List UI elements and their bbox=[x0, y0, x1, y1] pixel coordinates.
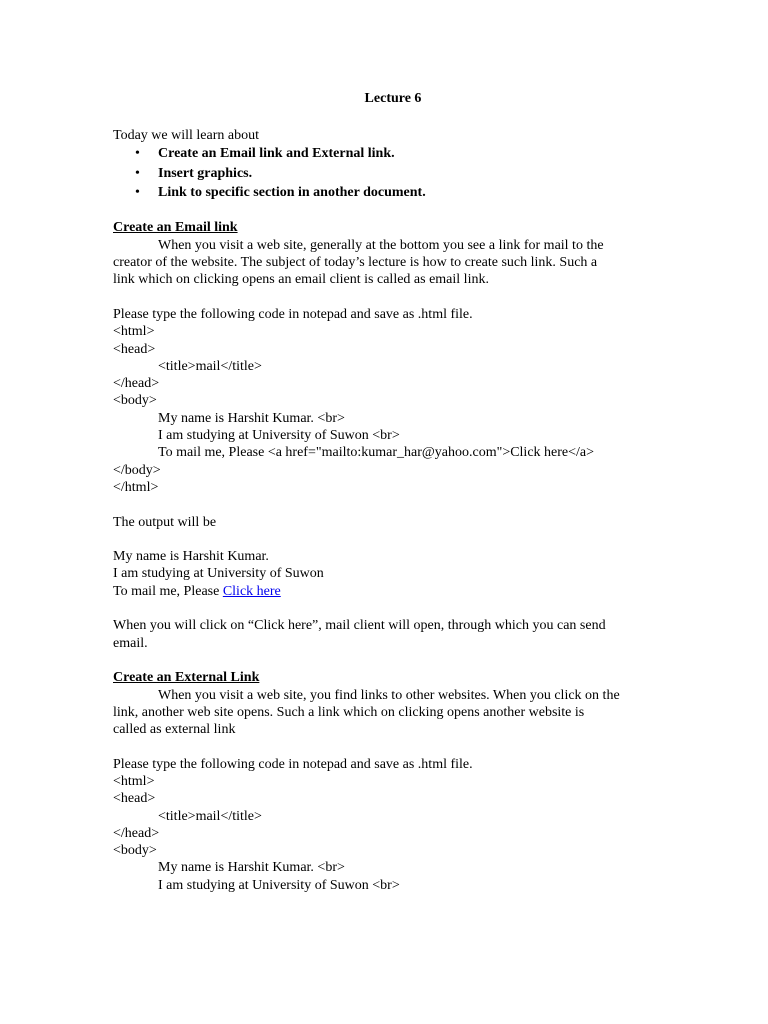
external-section-heading: Create an External Link bbox=[113, 670, 260, 686]
code-line: </body> bbox=[113, 462, 161, 478]
code-line: </head> bbox=[113, 825, 160, 841]
click-note-line: email. bbox=[113, 635, 148, 651]
code-line: </html> bbox=[113, 479, 159, 495]
list-item: • Insert graphics. bbox=[113, 164, 673, 183]
bullet-icon: • bbox=[135, 165, 140, 181]
document-title: Lecture 6 bbox=[364, 91, 422, 106]
code-line: To mail me, Please <a href="mailto:kumar_har@yahoo.com">Click here</a> bbox=[158, 445, 595, 461]
external-paragraph-line: called as external link bbox=[113, 722, 236, 738]
bullet-icon: • bbox=[135, 184, 140, 200]
code-line: I am studying at University of Suwon <br> bbox=[158, 428, 400, 444]
code-line: <head> bbox=[113, 791, 156, 807]
code-line: <body> bbox=[113, 843, 157, 859]
code-line: <head> bbox=[113, 341, 156, 357]
code-line: <body> bbox=[113, 393, 157, 409]
output-line: My name is Harshit Kumar. bbox=[113, 549, 269, 565]
code-line: <html> bbox=[113, 773, 155, 789]
click-here-link[interactable]: Click here bbox=[222, 583, 281, 599]
bullet-icon: • bbox=[135, 146, 140, 162]
output-label: The output will be bbox=[113, 514, 217, 530]
email-instruction: Please type the following code in notepad and save as .html file. bbox=[113, 306, 473, 322]
code-line: <title>mail</title> bbox=[158, 358, 262, 374]
code-line: I am studying at University of Suwon <br> bbox=[158, 877, 400, 893]
list-item: • Create an Email link and External link. bbox=[113, 144, 673, 163]
code-line: <title>mail</title> bbox=[158, 808, 262, 824]
email-paragraph-line: When you visit a web site, generally at the bottom you see a link for mail to the bbox=[158, 237, 604, 253]
output-mail-line: To mail me, Please Click here bbox=[113, 583, 281, 599]
email-paragraph-line: creator of the website. The subject of today’s lecture is how to create such link. Such a bbox=[113, 255, 598, 271]
code-line: <html> bbox=[113, 324, 155, 340]
external-code-block bbox=[113, 773, 673, 894]
code-line: My name is Harshit Kumar. <br> bbox=[158, 410, 345, 426]
external-paragraph-line: link, another web site opens. Such a link which on clicking opens another website is bbox=[113, 704, 585, 720]
topic-list bbox=[113, 144, 673, 202]
email-paragraph-line: link which on clicking opens an email client is called as email link. bbox=[113, 272, 489, 288]
code-line: My name is Harshit Kumar. <br> bbox=[158, 860, 345, 876]
code-line: </head> bbox=[113, 376, 160, 392]
click-note-line: When you will click on “Click here”, mail client will open, through which you can send bbox=[113, 618, 606, 634]
list-item: • Link to specific section in another document. bbox=[113, 183, 673, 202]
email-code-block bbox=[113, 323, 673, 496]
external-paragraph-line: When you visit a web site, you find links to other websites. When you click on the bbox=[158, 687, 620, 703]
document-page bbox=[113, 88, 673, 894]
output-line: I am studying at University of Suwon bbox=[113, 566, 324, 582]
email-section-heading: Create an Email link bbox=[113, 220, 238, 236]
external-instruction: Please type the following code in notepad and save as .html file. bbox=[113, 756, 473, 772]
intro-text: Today we will learn about bbox=[113, 128, 259, 143]
